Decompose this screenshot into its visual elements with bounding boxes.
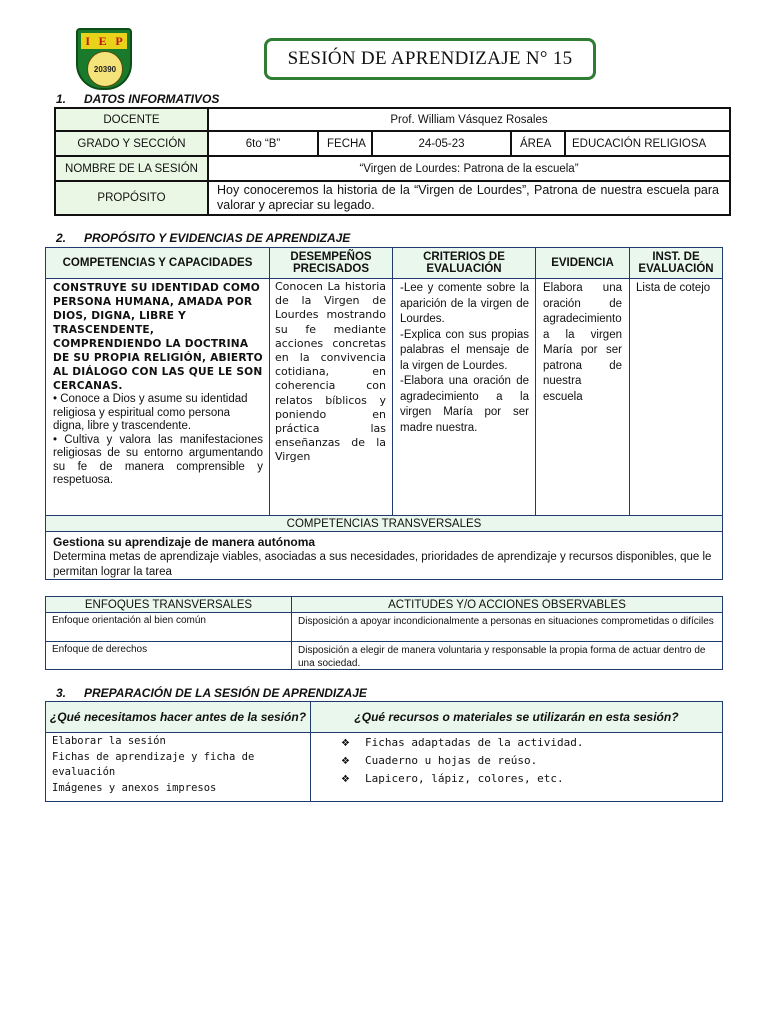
section-2-heading <box>56 231 350 245</box>
competencias-cell <box>45 278 270 516</box>
page-title-text: SESIÓN DE APRENDIZAJE N° 15 <box>287 48 573 69</box>
competencia-transversal-cell <box>45 531 723 580</box>
diamond-bullet-icon: ❖ <box>341 756 350 767</box>
recursos-cell <box>310 732 723 802</box>
actitudes-header: ACTITUDES Y/O ACCIONES OBSERVABLES <box>291 596 723 613</box>
competencia-title: CONSTRUYE SU IDENTIDAD COMO PERSONA HUMANA, AMADA POR DIOS, DIGNA, LIBRE Y TRASCENDENTE, COMPRENDIENDO LA DOCTRINA DE SU PROPIA RELIGIÓN, ABIERTO AL DIÁLOGO CON LAS QUE LE SON CERCANAS. <box>53 282 263 392</box>
nombre-sesion-value: “Virgen de Lourdes: Patrona de la escuela” <box>207 155 731 182</box>
header-criterios: CRITERIOS DE EVALUACIÓN <box>392 247 536 279</box>
desempenos-cell <box>269 278 393 516</box>
header-evidencia: EVIDENCIA <box>535 247 630 279</box>
section-3-number: 3. <box>56 686 67 700</box>
recurso-text: Fichas adaptadas de la actividad. <box>365 736 584 749</box>
grado-label: GRADO Y SECCIÓN <box>54 130 209 157</box>
nombre-sesion-label: NOMBRE DE LA SESIÓN <box>54 155 209 182</box>
actitud-row-2: Disposición a elegir de manera voluntaria y responsable la propia forma de actuar dentro de una sociedad. <box>291 641 723 670</box>
competencia-transversal-title: Gestiona su aprendizaje de manera autónoma <box>53 535 316 549</box>
enfoques-header: ENFOQUES TRANSVERSALES <box>45 596 292 613</box>
area-label: ÁREA <box>510 130 566 157</box>
evidencia-cell <box>535 278 630 516</box>
competencia-transversal-desc: Determina metas de aprendizaje viables, asociadas a sus necesidades, prioridades de aprendizaje y recursos disponibles, que le permitan lograr la tarea <box>53 551 712 578</box>
page-title <box>264 38 596 80</box>
docente-label: DOCENTE <box>54 107 209 132</box>
evidencia-text: Elabora una oración de agradecimiento a la virgen María por ser patrona de nuestra escuela <box>543 282 622 403</box>
recurso-item <box>341 752 722 770</box>
enfoque-row-1: Enfoque orientación al bien común <box>45 612 292 642</box>
header-desempenos: DESEMPEÑOS PRECISADOS <box>269 247 393 279</box>
section-3-title: PREPARACIÓN DE LA SESIÓN DE APRENDIZAJE <box>84 686 367 700</box>
diamond-bullet-icon: ❖ <box>341 738 350 749</box>
logo-letter-e: E <box>98 33 107 48</box>
antes-item: Fichas de aprendizaje y ficha de evaluación <box>52 750 255 778</box>
criterio-2: -Explica con sus propias palabras el mensaje de la virgen de Lourdes. <box>400 328 529 372</box>
capacidad-2: • Cultiva y valora las manifestaciones religiosas de su entorno argumentando su fe de manera comprensible y respetuosa. <box>53 433 263 486</box>
section-1-heading <box>56 92 219 106</box>
antes-item: Imágenes y anexos impresos <box>52 781 217 794</box>
grado-value: 6to “B” <box>207 130 319 157</box>
docente-value: Prof. William Vásquez Rosales <box>207 107 731 132</box>
instrumento-cell <box>629 278 723 516</box>
logo-letters <box>81 33 127 49</box>
proposito-label: PROPÓSITO <box>54 180 209 216</box>
proposito-value: Hoy conoceremos la historia de la “Virgen de Lourdes”, Patrona de nuestra escuela para valorar y apreciar su legado. <box>207 180 731 216</box>
section-1-title: DATOS INFORMATIVOS <box>84 92 220 106</box>
criterio-3: -Elabora una oración de agradecimiento a la virgen María por ser madre nuestra. <box>400 375 529 434</box>
criterios-cell <box>392 278 536 516</box>
header-instrumento: INST. DE EVALUACIÓN <box>629 247 723 279</box>
logo-letter-i: I <box>85 33 90 48</box>
fecha-label: FECHA <box>317 130 373 157</box>
recurso-item <box>341 734 722 752</box>
antes-cell <box>45 732 311 802</box>
area-value: EDUCACIÓN RELIGIOSA <box>564 130 731 157</box>
logo-number: 20390 <box>93 64 117 74</box>
section-2-number: 2. <box>56 231 67 245</box>
criterio-1: -Lee y comente sobre la aparición de la virgen de Lourdes. <box>400 282 529 325</box>
section-2-title: PROPÓSITO Y EVIDENCIAS DE APRENDIZAJE <box>84 231 351 245</box>
actitud-row-1: Disposición a apoyar incondicionalmente a personas en situaciones comprometidas o difíciles <box>291 612 723 642</box>
logo-seal <box>87 51 123 87</box>
recurso-text: Lapicero, lápiz, colores, etc. <box>365 772 564 785</box>
logo-letter-p: P <box>115 33 123 48</box>
diamond-bullet-icon: ❖ <box>341 774 350 785</box>
capacidad-1: • Conoce a Dios y asume su identidad religiosa y espiritual como persona digna, libre y trascendente. <box>53 393 248 432</box>
instrumento-text: Lista de cotejo <box>636 282 711 294</box>
antes-item: Elaborar la sesión <box>52 735 166 747</box>
recurso-item <box>341 770 722 788</box>
antes-header: ¿Qué necesitamos hacer antes de la sesión? <box>45 701 311 733</box>
fecha-value: 24-05-23 <box>371 130 512 157</box>
competencias-transversales-header: COMPETENCIAS TRANSVERSALES <box>45 515 723 532</box>
header-competencias: COMPETENCIAS Y CAPACIDADES <box>45 247 270 279</box>
enfoque-row-2: Enfoque de derechos <box>45 641 292 670</box>
recursos-header: ¿Qué recursos o materiales se utilizarán en esta sesión? <box>310 701 723 733</box>
section-1-number: 1. <box>56 92 67 106</box>
recurso-text: Cuaderno u hojas de reúso. <box>365 754 538 767</box>
section-3-heading <box>56 686 367 700</box>
desempeno-text: Conocen La historia de la Virgen de Lourdes mostrando su fe mediante acciones concretas en la convivencia cotidiana, en coherencia con relatos bíblicos y poniendo en práctica las enseñanzas de la Virgen <box>275 280 386 464</box>
school-logo <box>76 28 132 90</box>
